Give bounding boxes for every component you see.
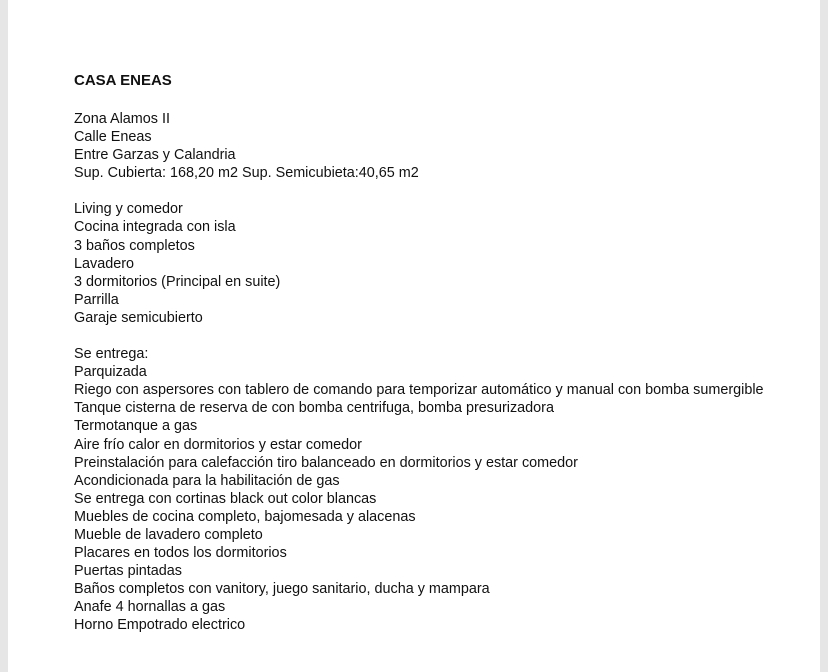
delivery-item: Tanque cisterna de reserva de con bomba centrifuga, bomba presurizadora [74, 400, 554, 417]
location-line: Calle Eneas [74, 129, 152, 146]
delivery-item: Acondicionada para la habilitación de gas [74, 472, 340, 489]
room-item: Garaje semicubierto [74, 309, 203, 326]
location-block [74, 110, 774, 182]
location-line: Zona Alamos II [74, 111, 170, 127]
delivery-block [74, 345, 774, 635]
delivery-item: Se entrega con cortinas black out color blancas [74, 490, 377, 507]
delivery-item: Placares en todos los dormitorios [74, 545, 287, 562]
delivery-item: Baños completos con vanitory, juego sanitario, ducha y mampara [74, 581, 490, 598]
location-line: Entre Garzas y Calandria [74, 147, 236, 164]
rooms-block [74, 200, 774, 327]
delivery-item: Parquizada [74, 364, 147, 381]
delivery-item: Preinstalación para calefacción tiro balanceado en dormitorios y estar comedor [74, 454, 578, 471]
room-item: Living y comedor [74, 201, 183, 218]
room-item: Cocina integrada con isla [74, 219, 236, 236]
room-item: 3 baños completos [74, 237, 195, 254]
delivery-item: Mueble de lavadero completo [74, 526, 263, 543]
document-body [74, 71, 774, 653]
delivery-item: Aire frío calor en dormitorios y estar comedor [74, 436, 362, 453]
room-item: Parrilla [74, 291, 119, 308]
delivery-item: Horno Empotrado electrico [74, 617, 246, 634]
surface-line: Sup. Cubierta: 168,20 m2 Sup. Semicubieta:40,65 m2 [74, 165, 419, 182]
delivery-item: Termotanque a gas [74, 418, 198, 435]
delivery-item: Anafe 4 hornallas a gas [74, 599, 226, 616]
delivery-item: Riego con aspersores con tablero de comando para temporizar automático y manual con bomba sumergible [74, 382, 764, 399]
delivery-heading: Se entrega: [74, 346, 149, 363]
room-item: 3 dormitorios (Principal en suite) [74, 273, 281, 290]
document-title: CASA ENEAS [74, 72, 172, 89]
delivery-item: Puertas pintadas [74, 563, 183, 580]
delivery-item: Muebles de cocina completo, bajomesada y alacenas [74, 508, 416, 525]
room-item: Lavadero [74, 255, 135, 272]
